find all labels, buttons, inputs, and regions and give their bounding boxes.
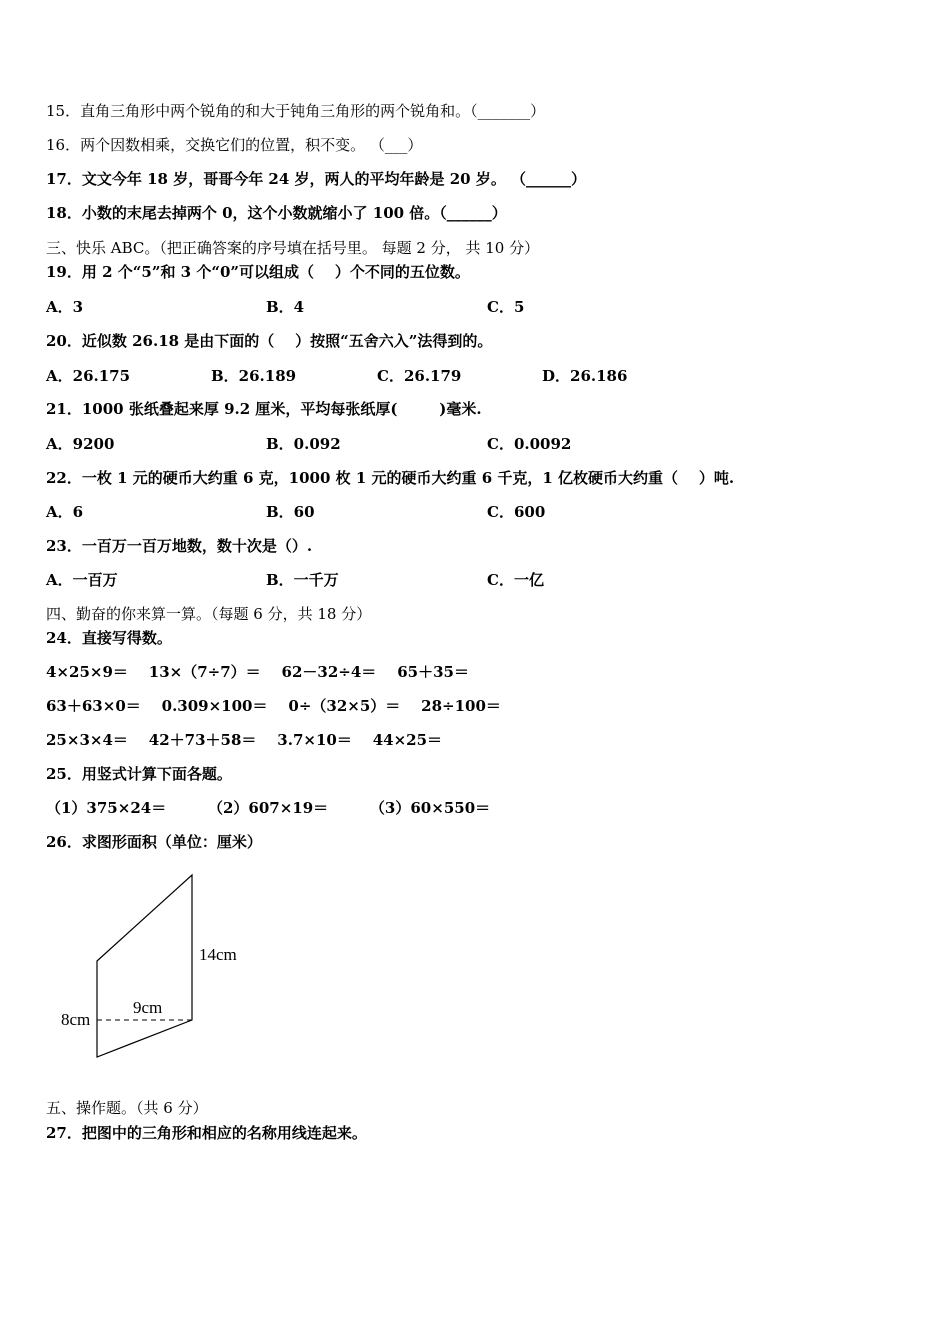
q20-option-a: A．26.175 <box>46 367 131 385</box>
q23-option-c: C．一亿 <box>487 571 544 589</box>
q19-option-a: A．3 <box>46 298 84 316</box>
trapezoid-figure <box>55 868 265 1068</box>
q20-option-c: C．26.179 <box>377 367 462 385</box>
section-3-heading: 三、快乐 ABC。（把正确答案的序号填在括号里。 每题 2 分， 共 10 分） <box>46 239 540 257</box>
q22-option-a: A．6 <box>46 503 84 521</box>
question-19-stem: 19．用 2 个“5”和 3 个“0”可以组成（ ）个不同的五位数。 <box>46 263 470 281</box>
question-22-stem: 22．一枚 1 元的硬币大约重 6 克，1000 枚 1 元的硬币大约重 6 千克，1 亿枚硬币大约重（ ）吨. <box>46 469 735 487</box>
question-18: 18．小数的末尾去掉两个 0，这个小数就缩小了 100 倍。（______） <box>46 204 507 222</box>
q19-option-b: B．4 <box>266 298 305 316</box>
q19-option-c: C．5 <box>487 298 525 316</box>
question-27: 27．把图中的三角形和相应的名称用线连起来。 <box>46 1124 367 1142</box>
calc-row-1: 4×25×9＝ 13×（7÷7）＝ 62－32÷4＝ 65＋35＝ <box>46 663 469 681</box>
section-4-heading: 四、勤奋的你来算一算。（每题 6 分，共 18 分） <box>46 605 372 623</box>
q20-option-d: D．26.186 <box>542 367 628 385</box>
calc-row-3: 25×3×4＝ 42＋73＋58＝ 3.7×10＝ 44×25＝ <box>46 731 443 749</box>
question-24-stem: 24．直接写得数。 <box>46 629 172 647</box>
q20-option-b: B．26.189 <box>211 367 297 385</box>
trapezoid-shape <box>97 875 192 1057</box>
calc-row-2: 63＋63×0＝ 0.309×100＝ 0÷（32×5）＝ 28÷100＝ <box>46 697 501 715</box>
q22-option-b: B．60 <box>266 503 315 521</box>
section-5-heading: 五、操作题。（共 6 分） <box>46 1099 208 1117</box>
question-15: 15．直角三角形中两个锐角的和大于钝角三角形的两个锐角和。（_______） <box>46 102 546 120</box>
question-17: 17．文文今年 18 岁，哥哥今年 24 岁，两人的平均年龄是 20 岁。 （______） <box>46 170 587 188</box>
vertical-calc-row: （1）375×24＝ （2）607×19＝ （3）60×550＝ <box>46 799 491 817</box>
question-20-stem: 20．近似数 26.18 是由下面的（ ）按照“五舍六入”法得到的。 <box>46 332 493 350</box>
label-left-side: 8cm <box>61 1010 91 1029</box>
q21-option-a: A．9200 <box>46 435 115 453</box>
question-25-stem: 25．用竖式计算下面各题。 <box>46 765 232 783</box>
q22-option-c: C．600 <box>487 503 546 521</box>
q23-option-b: B．一千万 <box>266 571 339 589</box>
question-26-stem: 26．求图形面积（单位：厘米） <box>46 833 262 851</box>
q21-option-b: B．0.092 <box>266 435 341 453</box>
question-23-stem: 23．一百万一百万地数，数十次是（）. <box>46 537 313 555</box>
question-16: 16．两个因数相乘，交换它们的位置，积不变。 （___） <box>46 136 423 154</box>
q21-option-c: C．0.0092 <box>487 435 572 453</box>
label-base: 9cm <box>133 998 163 1017</box>
label-right-side: 14cm <box>199 945 237 964</box>
question-21-stem: 21．1000 张纸叠起来厚 9.2 厘米，平均每张纸厚( )毫米. <box>46 400 482 418</box>
q23-option-a: A．一百万 <box>46 571 118 589</box>
